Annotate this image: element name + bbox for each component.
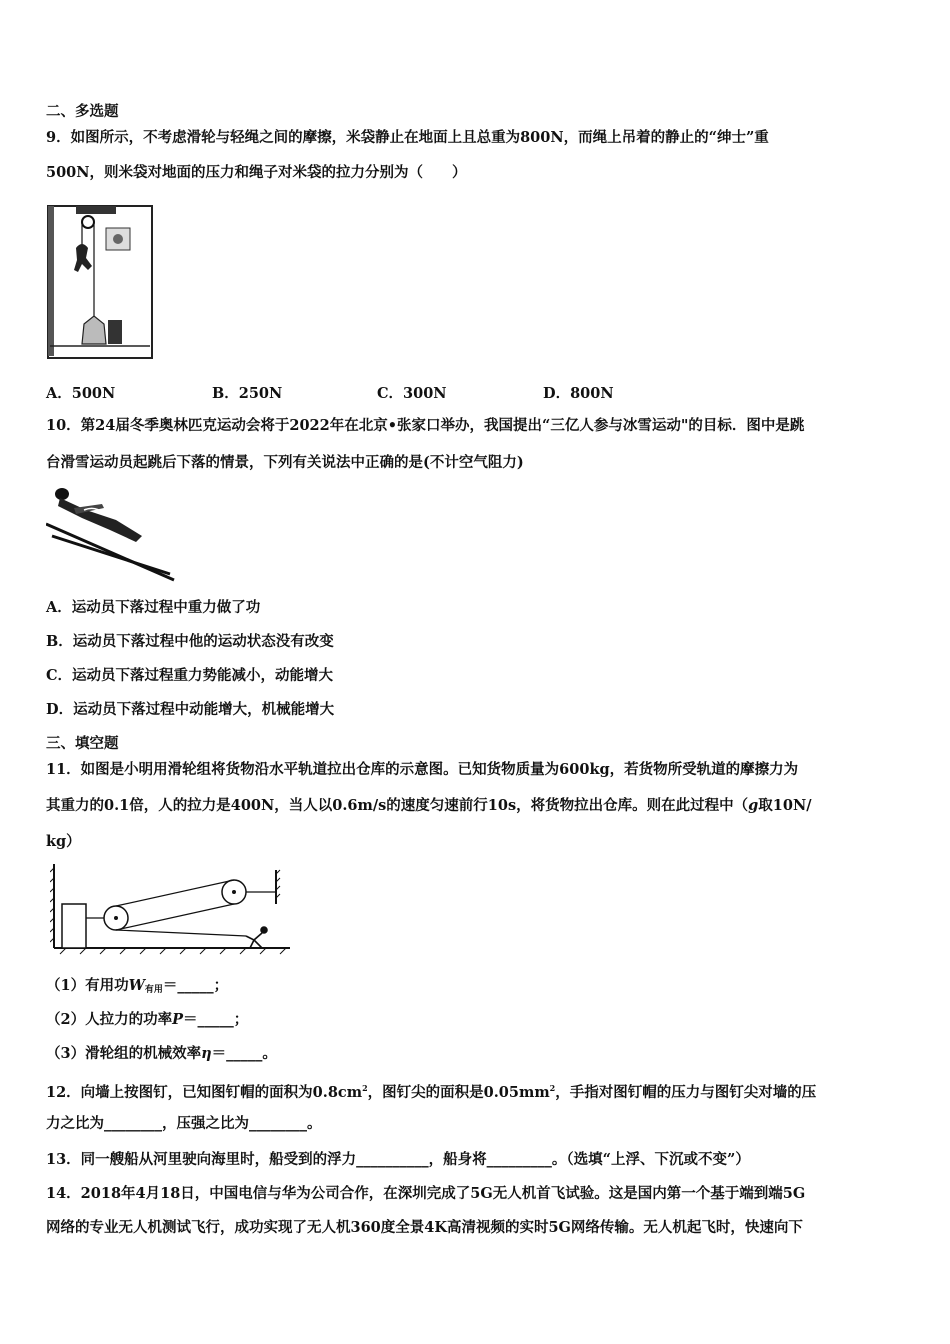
q10-helmet	[55, 488, 69, 500]
q11-stem-line3: kg）	[46, 833, 81, 850]
q10-stem-line1: 10．第24届冬季奥林匹克运动会将于2022年在北京•张家口举办，我国提出“三亿人参与冰雪运动"的目标．图中是跳	[46, 417, 805, 434]
q9-option-c[interactable]: C．300N	[377, 385, 447, 402]
q14-stem-line2: 网络的专业无人机测试飞行，成功实现了无人机360度全景4K高清视频的实时5G网络传输。无人机起飞时，快速向下	[46, 1219, 803, 1236]
q11-sub3: （3）滑轮组的机械效率η＝_____。	[46, 1045, 277, 1062]
q10-option-c[interactable]: C．运动员下落过程重力势能减小，动能增大	[46, 667, 334, 684]
q9-wall	[48, 206, 54, 356]
q9-option-b[interactable]: B．250N	[212, 385, 283, 402]
q9-option-a[interactable]: A．500N	[46, 385, 116, 402]
q9-stem-line2: 500N，则米袋对地面的压力和绳子对米袋的拉力分别为（ ）	[46, 164, 467, 181]
q14-stem-line1: 14．2018年4月18日，中国电信与华为公司合作，在深圳完成了5G无人机首飞试验。这是国内第一个基于端到端5G	[46, 1185, 806, 1202]
q9-stem-line1: 9．如图所示，不考虑滑轮与轻绳之间的摩擦，米袋静止在地面上且总重为800N，而绳上吊着的静止的“绅士”重	[46, 129, 769, 146]
q9-options	[46, 382, 614, 403]
q12-stem-line2: 力之比为________，压强之比为________。	[46, 1115, 322, 1132]
section-heading-multiple-choice: 二、多选题	[46, 103, 119, 120]
q11-sub2: （2）人拉力的功率P＝_____；	[46, 1011, 249, 1028]
q9-ceiling-beam	[76, 206, 116, 214]
q9-pulley-figure	[46, 204, 154, 362]
q12-stem-line1: 12．向墙上按图钉，已知图钉帽的面积为$0.8cm^2$，图钉尖的面积是$0.05mm^2$，手指对图钉帽的压力与图钉尖对墙的压	[46, 1083, 817, 1101]
q11-sub1: （1）有用功$W_{有用}=\_\_\_\_\_$；	[46, 977, 229, 995]
q10-option-b[interactable]: B．运动员下落过程中他的运动状态没有改变	[46, 633, 334, 650]
q9-side-object	[108, 320, 122, 344]
q9-option-d[interactable]: D．800N	[543, 385, 614, 402]
q10-option-d[interactable]: D．运动员下落过程中动能增大，机械能增大	[46, 701, 335, 718]
q10-ski-jumper-figure	[46, 484, 176, 582]
q10-option-a[interactable]: A．运动员下落过程中重力做了功	[46, 599, 261, 616]
q11-cargo-box	[62, 904, 86, 948]
q11-pulley-system-figure	[50, 864, 294, 956]
q10-stem-line2: 台滑雪运动员起跳后下落的情景，下列有关说法中正确的是(不计空气阻力)	[46, 454, 524, 471]
q11-stem-line2: 其重力的0.1倍，人的拉力是400N，当人以0.6m/s的速度匀速前行10s，将货物拉出仓库。则在此过程中（g取10N/	[46, 797, 812, 814]
q13-stem: 13．同一艘船从河里驶向海里时，船受到的浮力__________，船身将_________。（选填“上浮、下沉或不变”）	[46, 1151, 750, 1168]
q11-stem-line1: 11．如图是小明用滑轮组将货物沿水平轨道拉出仓库的示意图。已知货物质量为600kg，若货物所受轨道的摩擦力为	[46, 761, 799, 778]
section-heading-fill-blank: 三、填空题	[46, 735, 119, 752]
